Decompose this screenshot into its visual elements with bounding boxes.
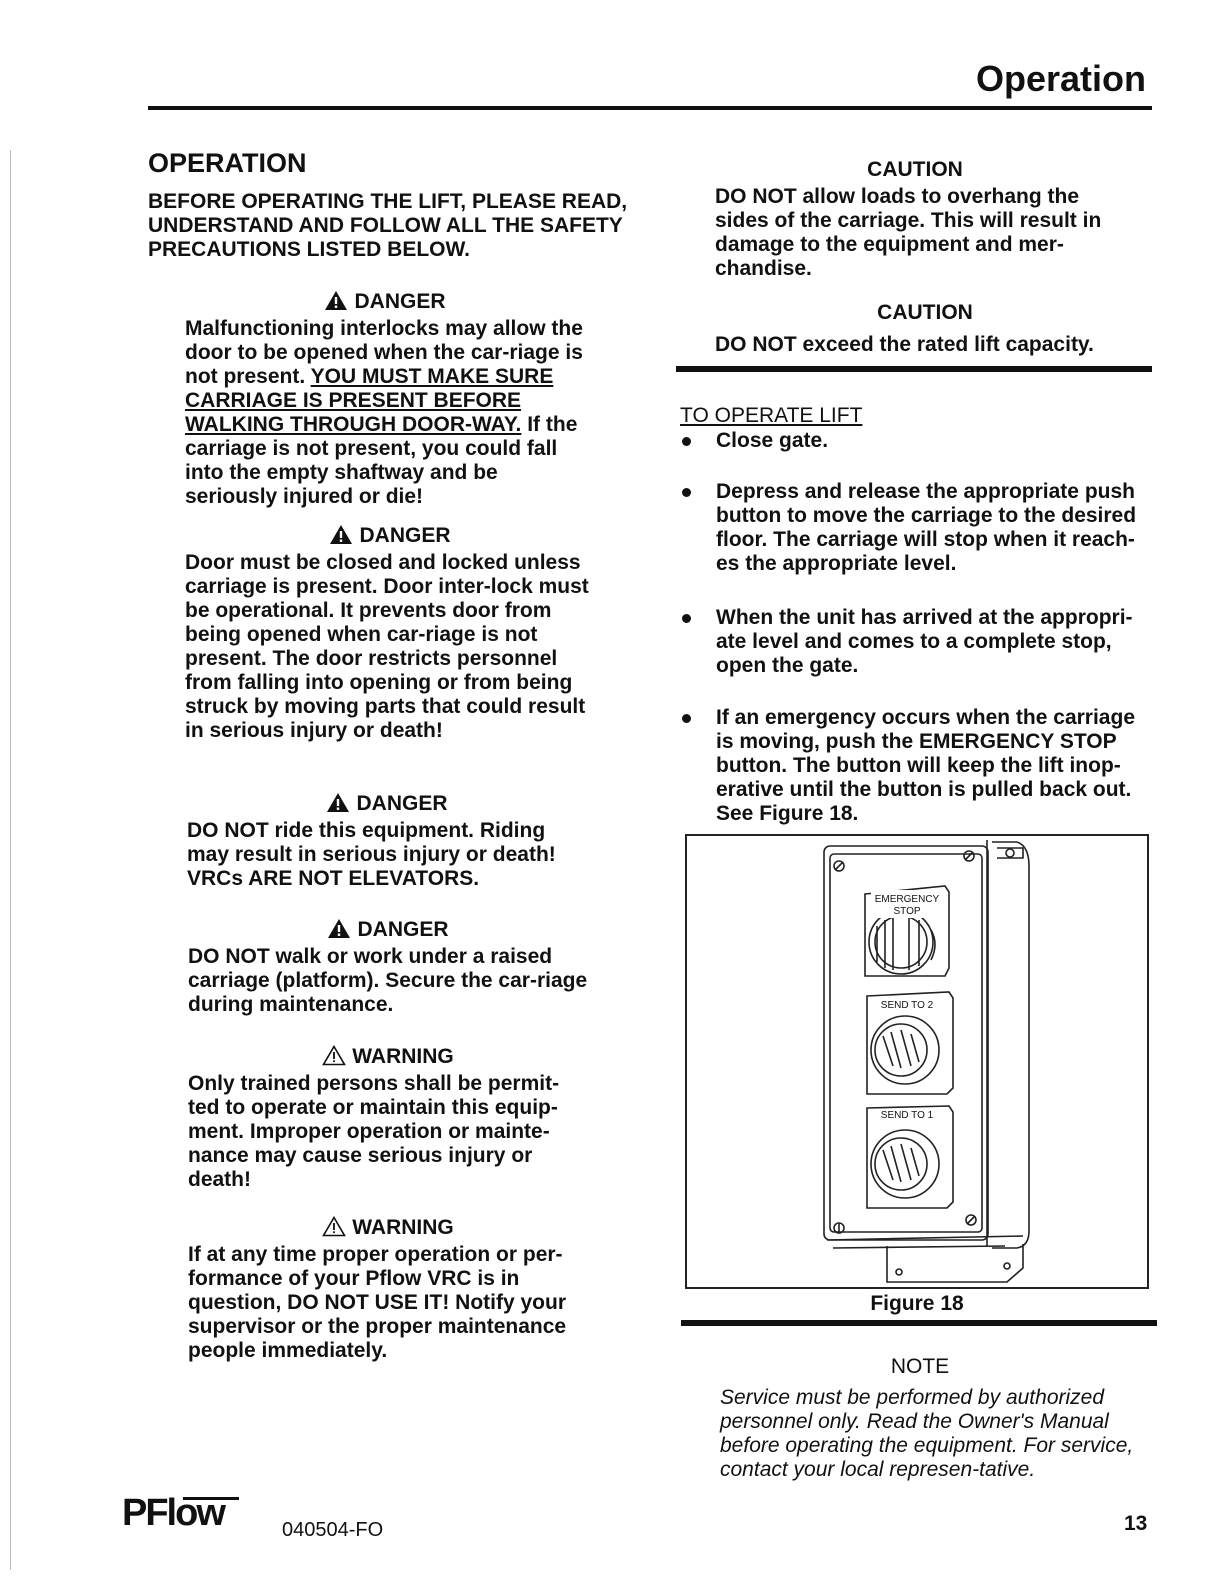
bullet-dot	[682, 614, 691, 623]
caution-text-1: DO NOT allow loads to overhang the sides of the carriage. This will result in damage to the equipment and mer-chandise.	[715, 185, 1102, 280]
note-text: Service must be performed by authorized personnel only. Read the Owner's Manual before operating the equipment. For service, contact your local represen-tative.	[720, 1386, 1134, 1481]
danger-heading: DANGER	[185, 524, 595, 548]
warning-outline-triangle-icon	[322, 1216, 346, 1237]
operate-step: When the unit has arrived at the appropri-ate level and comes to a complete stop, open the gate.	[680, 606, 1150, 678]
pflow-logo: PFlow	[122, 1492, 224, 1534]
danger-block-1	[185, 290, 585, 509]
scan-margin-line	[10, 150, 11, 1570]
control-station-illustration	[687, 836, 1147, 1287]
danger-block-4	[188, 918, 588, 1017]
danger-underlined-text: YOU MUST MAKE SURE CARRIAGE IS PRESENT BEFORE WALKING THROUGH DOOR-WAY.	[185, 365, 554, 436]
danger-text-2: Door must be closed and locked unless carriage is present. Door inter-lock must be operational. It prevents door from being opened when car-riage is not present. The door restricts personnel from falling into opening or from being struck by moving parts that could result in serious injury or death!	[185, 551, 589, 742]
danger-text-4: DO NOT walk or work under a raised carriage (platform). Secure the car-riage during maintenance.	[188, 945, 588, 1016]
emergency-stop-label-2: STOP	[893, 906, 921, 917]
warning-text-1: Only trained persons shall be permit-ted to operate or maintain this equip-ment. Improper operation or mainte-nance may cause serious injury or death!	[188, 1072, 560, 1191]
caution-block-2	[715, 301, 1135, 357]
operate-step: Close gate.	[680, 429, 1150, 453]
danger-filled-triangle-icon	[327, 918, 351, 939]
caution-divider-rule	[676, 366, 1152, 372]
caution-heading: CAUTION	[877, 301, 973, 324]
danger-filled-triangle-icon	[329, 524, 353, 545]
warning-heading: WARNING	[188, 1216, 588, 1240]
section-title: OPERATION	[148, 148, 307, 178]
caution-heading: CAUTION	[867, 158, 963, 181]
danger-filled-triangle-icon	[326, 792, 350, 813]
warning-heading: WARNING	[188, 1045, 588, 1069]
danger-filled-triangle-icon	[324, 290, 348, 311]
warning-block-2	[188, 1216, 588, 1363]
emergency-stop-label-1: EMERGENCY	[874, 894, 940, 905]
warning-block-1	[188, 1045, 588, 1192]
send-to-1-label: SEND TO 1	[880, 1110, 934, 1121]
document-number: 040504-FO	[282, 1519, 384, 1541]
operate-lift-title: TO OPERATE LIFT	[680, 404, 863, 427]
safety-intro: BEFORE OPERATING THE LIFT, PLEASE READ, UNDERSTAND AND FOLLOW ALL THE SAFETY PRECAUTIONS LISTED BELOW.	[148, 190, 628, 261]
warning-outline-triangle-icon	[322, 1045, 346, 1066]
caution-text-2: DO NOT exceed the rated lift capacity.	[715, 333, 1094, 356]
warning-text-2: If at any time proper operation or per-formance of your Pflow VRC is in question, DO NOT USE IT! Notify your supervisor or the proper maintenance people immediately.	[188, 1243, 567, 1362]
send-to-2-label: SEND TO 2	[880, 1000, 934, 1011]
bullet-dot	[682, 488, 691, 497]
danger-heading: DANGER	[185, 290, 585, 314]
danger-block-3	[187, 792, 587, 891]
figure-caption: Figure 18	[870, 1292, 964, 1315]
note-heading: NOTE	[890, 1355, 950, 1378]
header-rule	[148, 106, 1152, 110]
caution-block-1	[715, 158, 1115, 281]
page-number: 13	[1124, 1512, 1148, 1535]
danger-heading: DANGER	[188, 918, 588, 942]
figure-divider-rule	[681, 1320, 1157, 1326]
danger-block-2	[185, 524, 595, 743]
danger-text-3: DO NOT ride this equipment. Riding may result in serious injury or death! VRCs ARE NOT ELEVATORS.	[187, 819, 556, 890]
danger-text-1: Malfunctioning interlocks may allow the door to be opened when the car-riage is not present. YOU MUST MAKE SURE CARRIAGE IS PRESENT BEFORE WALKING THROUGH DOOR-WAY. If the carriage is not present, you could fall into the empty shaftway and be seriously injured or die!	[185, 317, 583, 508]
operate-step: If an emergency occurs when the carriage is moving, push the EMERGENCY STOP button. The button will keep the lift inop-erative until the button is pulled back out. See Figure 18.	[680, 706, 1150, 826]
operate-step: Depress and release the appropriate push button to move the carriage to the desired floor. The carriage will stop when it reach-es the appropriate level.	[680, 480, 1150, 576]
figure-18-frame	[685, 834, 1149, 1289]
danger-heading: DANGER	[187, 792, 587, 816]
page-header-title: Operation	[975, 58, 1146, 99]
bullet-dot	[682, 437, 691, 446]
bullet-dot	[682, 714, 691, 723]
